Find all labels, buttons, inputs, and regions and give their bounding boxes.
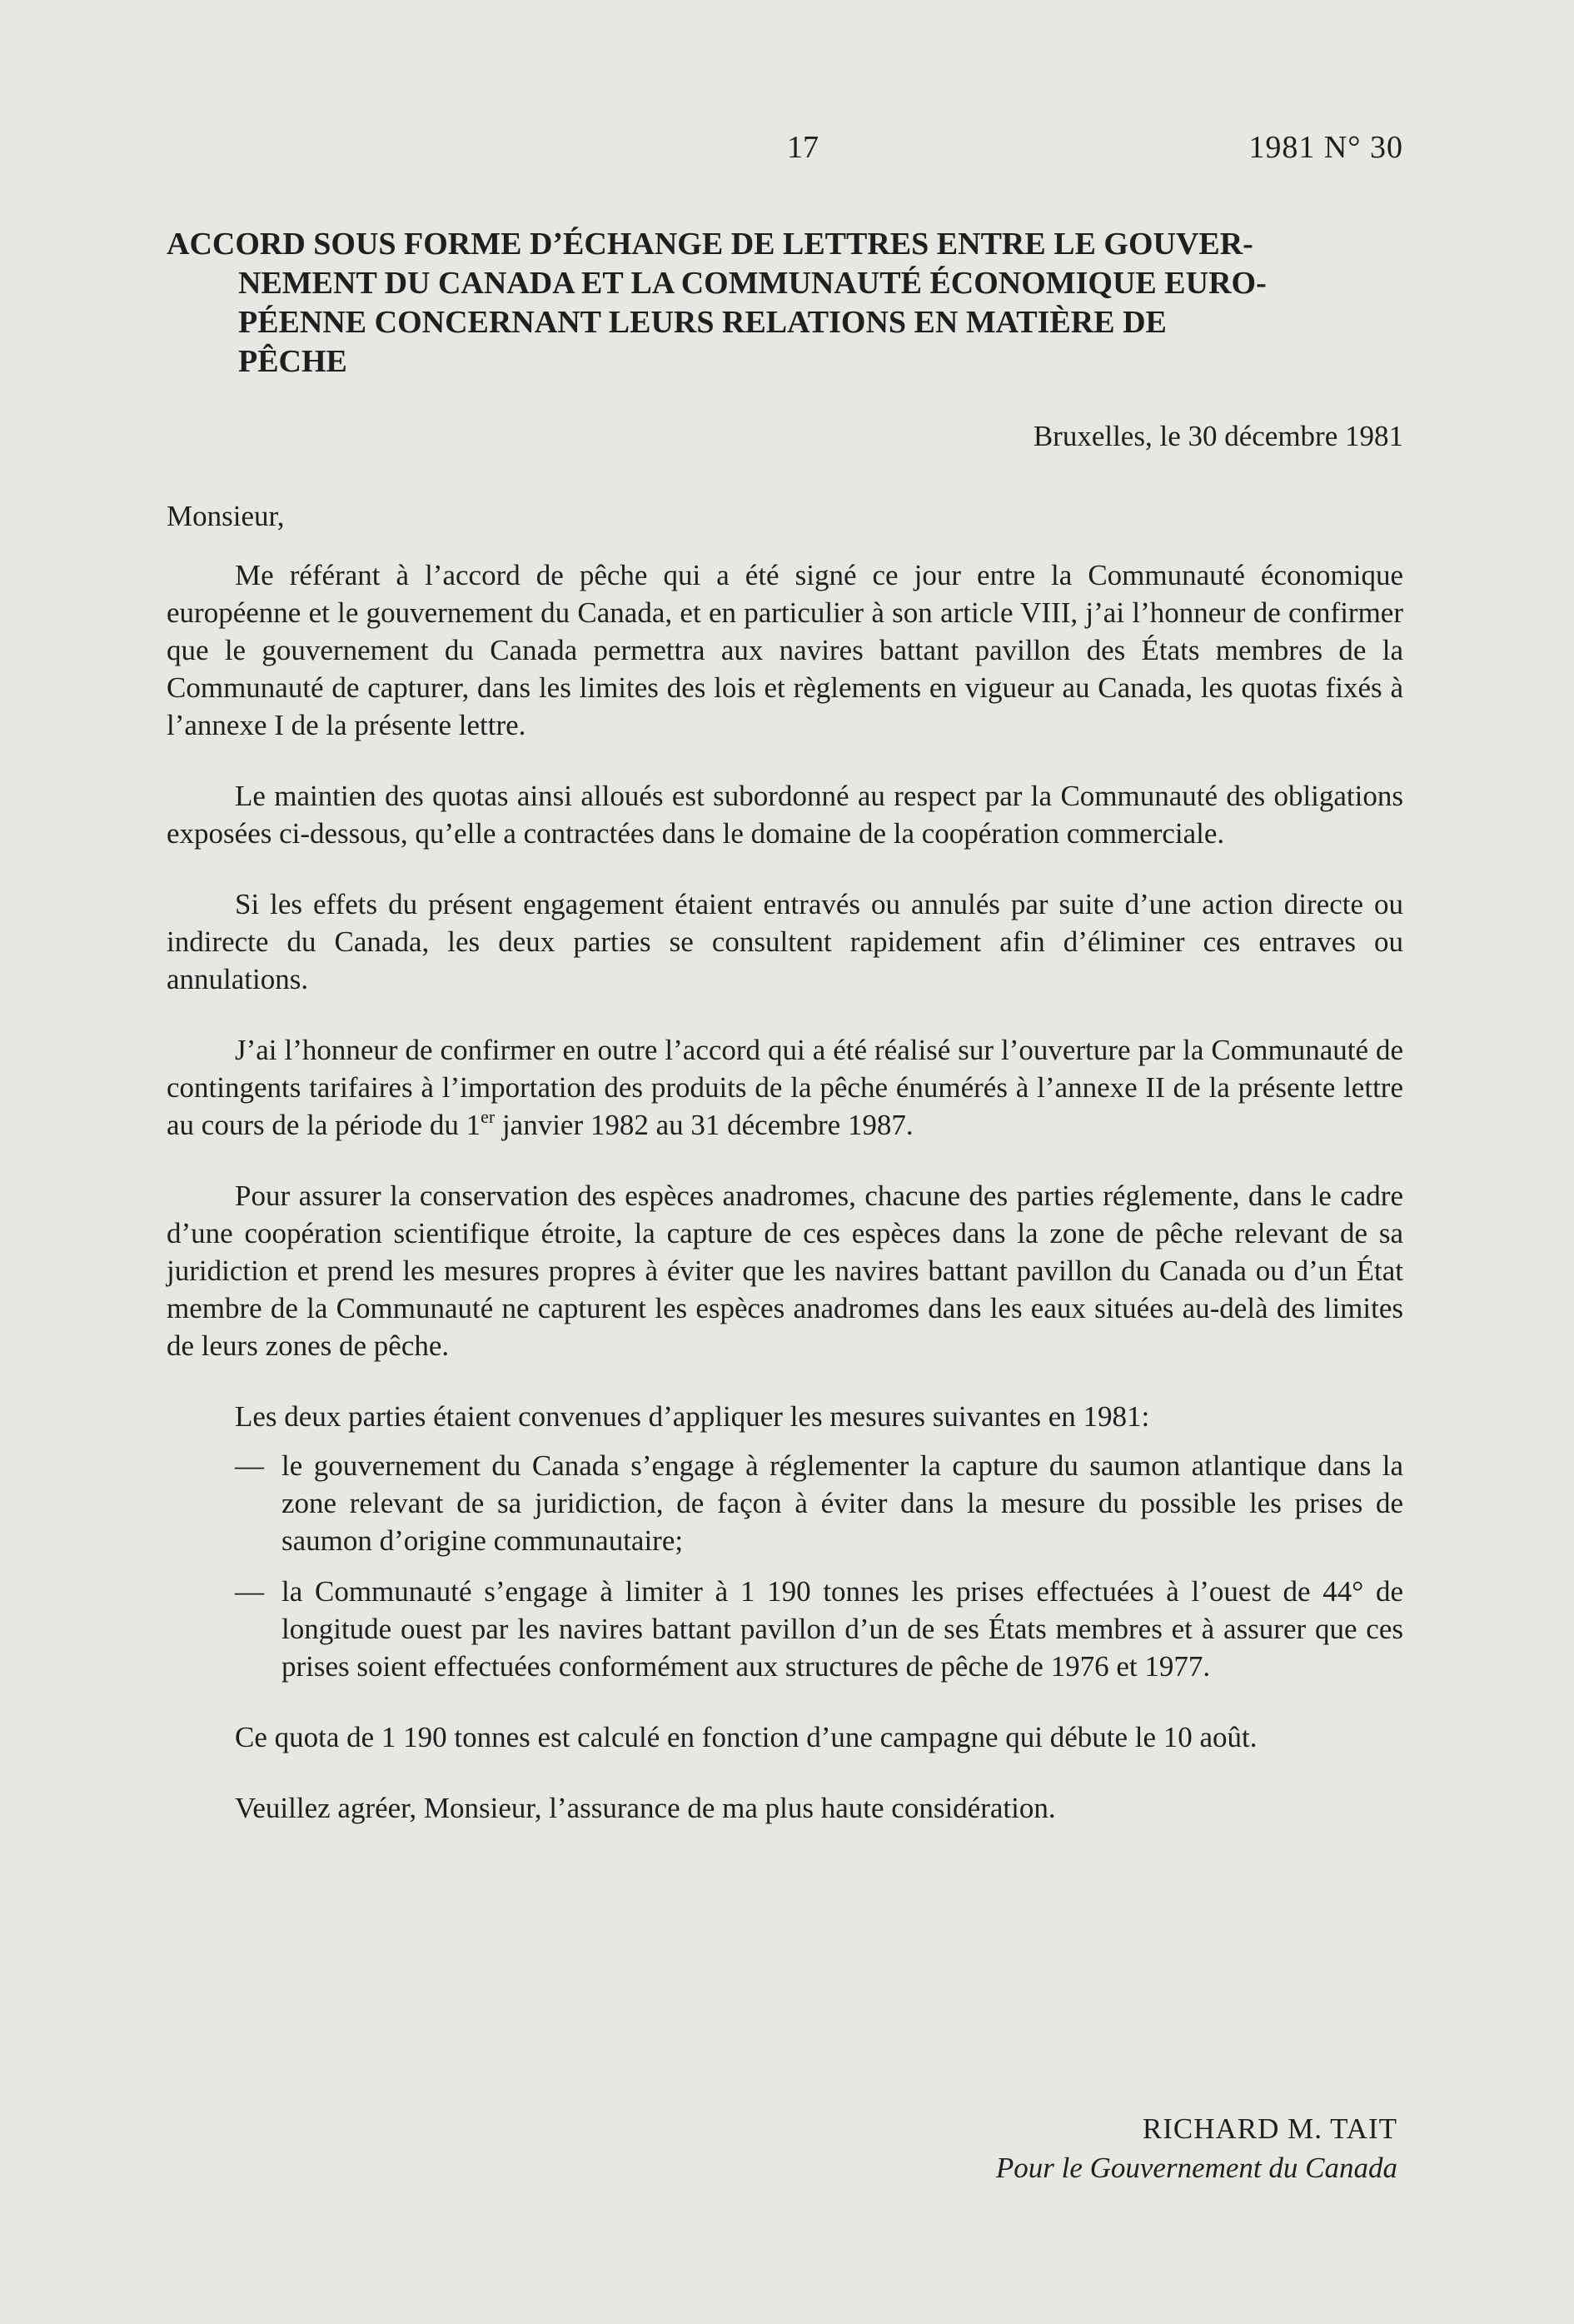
list-item-text: le gouvernement du Canada s’engage à réglementer la capture du saumon atlantique dans la zone relevant de sa juridiction, de façon à éviter dans la mesure du possible les prises de saumon d’origine communautaire; [281,1449,1403,1557]
paragraph-4-text-end: janvier 1982 au 31 décembre 1987. [495,1109,914,1141]
paragraph-1: Me référant à l’accord de pêche qui a été signé ce jour entre la Communauté économique européenne et le gouvernement du Canada, et en particulier à son article VIII, j’ai l’honneur de confirmer que le gouvernement du Canada permettra aux navires battant pavillon des États membres de la Communauté de capturer, dans les limites des lois et règlements en vigueur au Canada, les quotas fixés à l’annexe I de la présente lettre. [167,559,1403,741]
letter-body [167,556,1403,1860]
page-number: 17 [787,130,819,165]
running-header [167,129,1403,179]
paragraph-2: Le maintien des quotas ainsi alloués est subordonné au respect par la Communauté des obligations exposées ci-dessous, qu’elle a contractées dans le domaine de la coopération commerciale. [167,780,1403,850]
document-reference: 1981 N° 30 [1248,130,1403,165]
title-line-2: NEMENT DU CANADA ET LA COMMUNAUTÉ ÉCONOMIQUE EURO- [238,266,1267,301]
paragraph-7: Ce quota de 1 190 tonnes est calculé en fonction d’une campagne qui débute le 10 août. [235,1721,1258,1753]
title-line-4: PÊCHE [238,344,347,379]
ordinal-superscript: er [481,1106,496,1127]
place-and-date: Bruxelles, le 30 décembre 1981 [1033,420,1403,452]
signatory-role: Pour le Gouvernement du Canada [995,2152,1397,2184]
dash-bullet: — [235,1449,264,1482]
dash-bullet: — [235,1575,264,1608]
paragraph-6: Les deux parties étaient convenues d’appliquer les mesures suivantes en 1981: [235,1400,1150,1433]
measures-list [167,1447,1403,1685]
list-item [167,1573,1403,1685]
agreement-title [167,225,1403,382]
list-item [167,1447,1403,1559]
closing-paragraph: Veuillez agréer, Monsieur, l’assurance de ma plus haute considération. [235,1792,1056,1824]
list-item-text: la Communauté s’engage à limiter à 1 190 tonnes les prises effectuées à l’ouest de 44° de longitude ouest par les navires battant pavillon d’un de ses États membres et à assurer que ces prises soient effectuées conformément aux structures de pêche de 1976 et 1977. [281,1575,1403,1683]
paragraph-3: Si les effets du présent engagement étaient entravés ou annulés par suite d’une action directe ou indirecte du Canada, les deux parties se consultent rapidement afin d’éliminer ces entraves ou annulations. [167,888,1403,995]
title-line-1: ACCORD SOUS FORME D’ÉCHANGE DE LETTRES ENTRE LE GOUVER- [167,227,1253,262]
title-line-3: PÉENNE CONCERNANT LEURS RELATIONS EN MATIÈRE DE [238,305,1167,340]
paragraph-4 [167,1031,1403,1144]
paragraph-5: Pour assurer la conservation des espèces anadromes, chacune des parties réglemente, dans le cadre d’une coopération scientifique étroite, la capture de ces espèces dans la zone de pêche relevant de sa juridiction et prend les mesures propres à éviter que les navires battant pavillon du Canada ou d’un État membre de la Communauté ne capturent les espèces anadromes dans les eaux situées au-delà des limites de leurs zones de pêche. [167,1179,1403,1362]
signature-block [996,2109,1397,2187]
salutation: Monsieur, [167,500,285,532]
signatory-name: RICHARD M. TAIT [1142,2112,1397,2145]
paragraph-4-text: J’ai l’honneur de confirmer en outre l’accord qui a été réalisé sur l’ouverture par la Communauté de contingents tarifaires à l’importation des produits de la pêche énumérés à l’annexe II de la présente lettre au cours de la période du 1 [167,1034,1403,1141]
